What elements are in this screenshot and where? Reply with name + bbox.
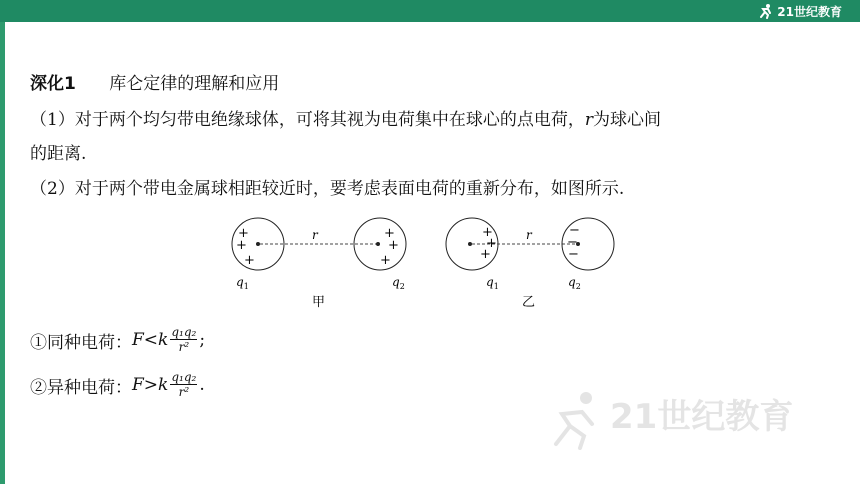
formula-k: k xyxy=(158,330,169,350)
plus-sign: + xyxy=(384,226,395,241)
formula-operator: > xyxy=(143,375,159,395)
formula-lhs: F xyxy=(132,375,144,395)
paragraph-1-line-1 xyxy=(30,110,661,130)
q2-label: $q_2$ xyxy=(568,275,581,291)
runner-icon xyxy=(556,392,592,448)
distance-label: r xyxy=(526,228,532,242)
q1-label: $q_1$ xyxy=(486,275,499,291)
minus-sign: − xyxy=(567,235,578,250)
section-title-line xyxy=(30,74,279,94)
brand-logo xyxy=(758,2,842,20)
formula-end: . xyxy=(199,375,205,395)
plus-sign: + xyxy=(388,238,399,253)
plus-sign: + xyxy=(480,247,491,262)
left-accent-stripe xyxy=(0,22,5,484)
header-bar xyxy=(0,0,860,22)
formula-lhs: F xyxy=(132,330,144,350)
center-dot xyxy=(256,242,260,246)
formula-fraction xyxy=(170,325,197,355)
caption-yi: 乙 xyxy=(522,295,536,310)
center-dot xyxy=(376,242,380,246)
plus-sign: + xyxy=(236,238,247,253)
paragraph-2: （2）对于两个带电金属球相距较近时，要考虑表面电荷的重新分布，如图所示. xyxy=(30,179,625,199)
charge-distribution-figure xyxy=(228,214,628,312)
paragraph-1-line-2: 的距离. xyxy=(30,144,87,164)
formula-k: k xyxy=(158,375,169,395)
center-dot xyxy=(468,242,472,246)
watermark-logo xyxy=(548,388,838,450)
plus-sign: + xyxy=(486,236,497,251)
paragraph-1-prefix: （1）对于两个均匀带电绝缘球体，可将其视为电荷集中在球心的点电荷， xyxy=(30,110,585,130)
q2-label: $q_2$ xyxy=(392,275,405,291)
distance-label: r xyxy=(312,228,318,242)
formula-end: ; xyxy=(199,330,206,350)
fraction-denominator: r² xyxy=(178,340,190,354)
formula-opposite-charge xyxy=(30,364,205,406)
plus-sign: + xyxy=(238,226,249,241)
formula-label: ①同种电荷： xyxy=(30,332,132,353)
minus-sign: − xyxy=(568,247,579,262)
caption-jia: 甲 xyxy=(312,295,326,310)
fraction-numerator: q₁q₂ xyxy=(171,370,197,384)
variable-r: r xyxy=(584,110,593,130)
figure-jia xyxy=(232,218,406,310)
section-heading: 库仑定律的理解和应用 xyxy=(109,74,280,94)
plus-sign: + xyxy=(380,253,391,268)
formula-same-charge xyxy=(30,320,205,360)
q1-label: $q_1$ xyxy=(236,275,249,291)
runner-icon xyxy=(758,3,774,19)
section-label: 深化1 xyxy=(30,74,76,94)
formula-operator: < xyxy=(143,330,159,350)
paragraph-1-suffix: 为球心间 xyxy=(592,110,661,130)
formula-fraction xyxy=(170,370,197,400)
fraction-denominator: r² xyxy=(178,385,190,399)
fraction-numerator: q₁q₂ xyxy=(171,325,197,339)
minus-sign: − xyxy=(569,223,580,238)
figure-yi xyxy=(446,218,614,310)
watermark-text: 21世纪教育 xyxy=(610,397,794,437)
formula-label: ②异种电荷： xyxy=(30,377,132,398)
plus-sign: + xyxy=(244,253,255,268)
plus-sign: + xyxy=(482,225,493,240)
logo-text: 21世纪教育 xyxy=(777,4,842,19)
